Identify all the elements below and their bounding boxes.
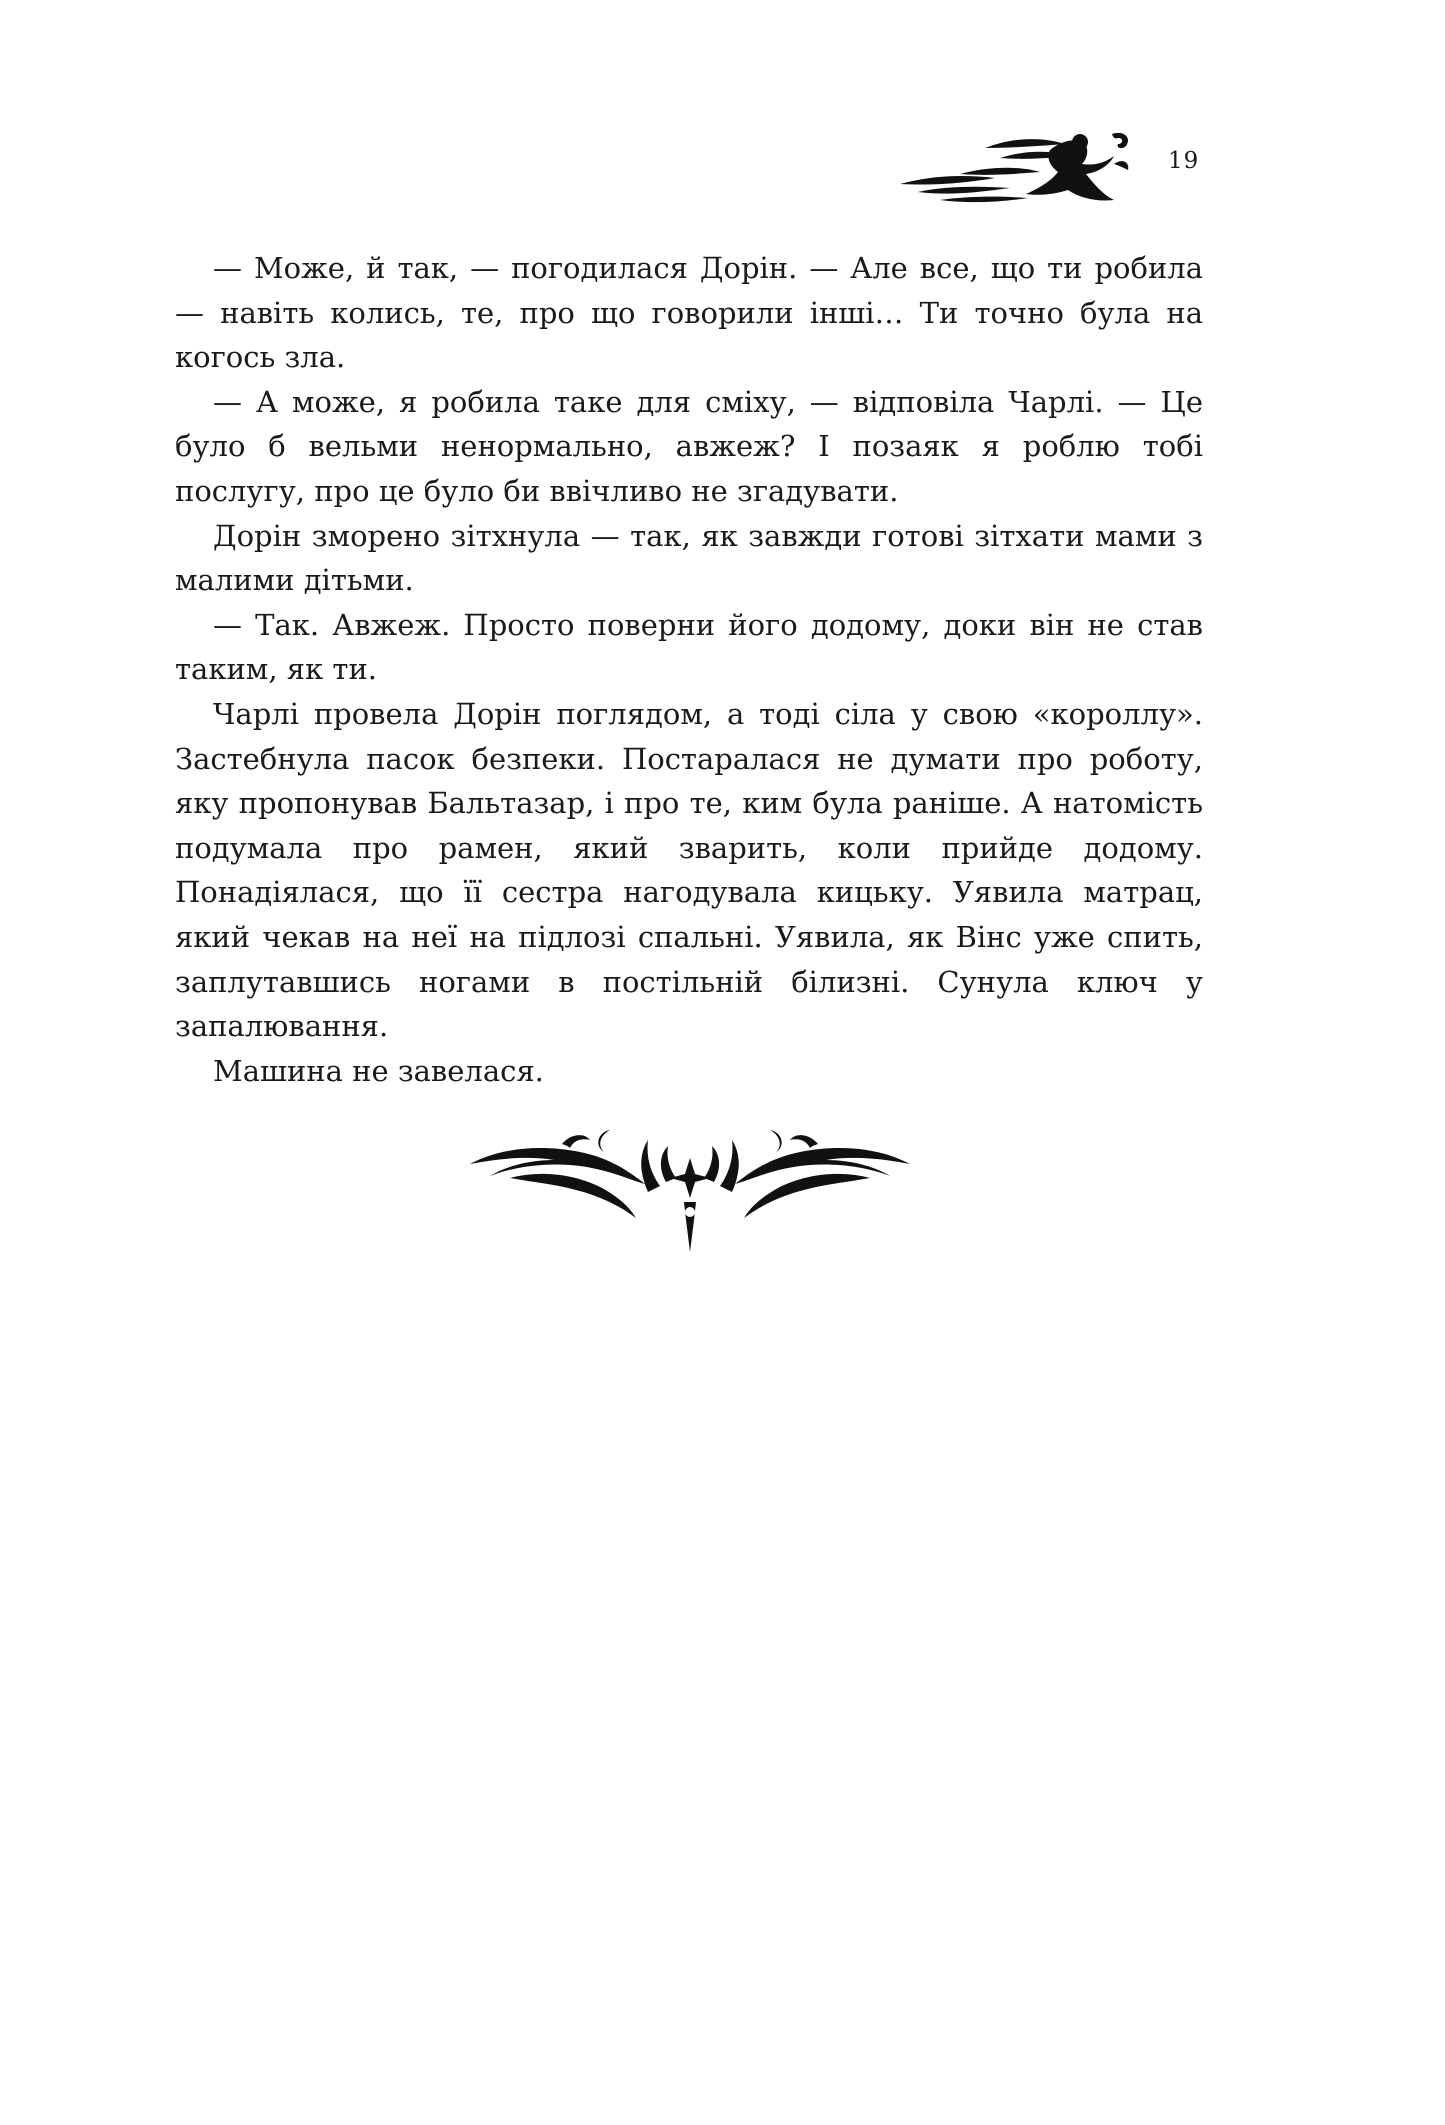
paragraph: — Так. Авжеж. Просто поверни його додому, доки він не став таким, як ти. — [175, 607, 1203, 687]
page-number: 19 — [1168, 148, 1200, 174]
paragraph: Машина не завелася. — [213, 1053, 544, 1088]
body-text — [175, 246, 1203, 1093]
paragraph: — Може, й так, — погодилася Дорін. — Але все, що ти робила — навіть колись, те, про що говорили інші… Ти точно була на когось зла. — [175, 251, 1203, 375]
witch-silhouette-icon — [900, 128, 1135, 208]
floral-divider-icon — [470, 1122, 910, 1252]
paragraph: — А може, я робила таке для сміху, — відповіла Чарлі. — Це було б вельми ненормально, авжеж? І позаяк я роблю тобі послугу, про це було би ввічливо не згадувати. — [175, 384, 1203, 508]
paragraph: Чарлі провела Дорін поглядом, а тоді сіла у свою «короллу». Застебнула пасок безпеки. Постаралася не думати про роботу, яку пропонував Бальтазар, і про те, ким була раніше. А натомість подумала про рамен, який зварить, коли прийде додому. Понадіялася, що її сестра нагодувала кицьку. Уявила матрац, який чекав на неї на підлозі спальні. Уявила, як Вінс уже спить, заплутавшись ногами в постільній білизні. Сунула ключ у запалювання. — [175, 696, 1203, 1044]
paragraph: Дорін зморено зітхнула — так, як завжди готові зітхати мами з малими дітьми. — [175, 518, 1203, 598]
